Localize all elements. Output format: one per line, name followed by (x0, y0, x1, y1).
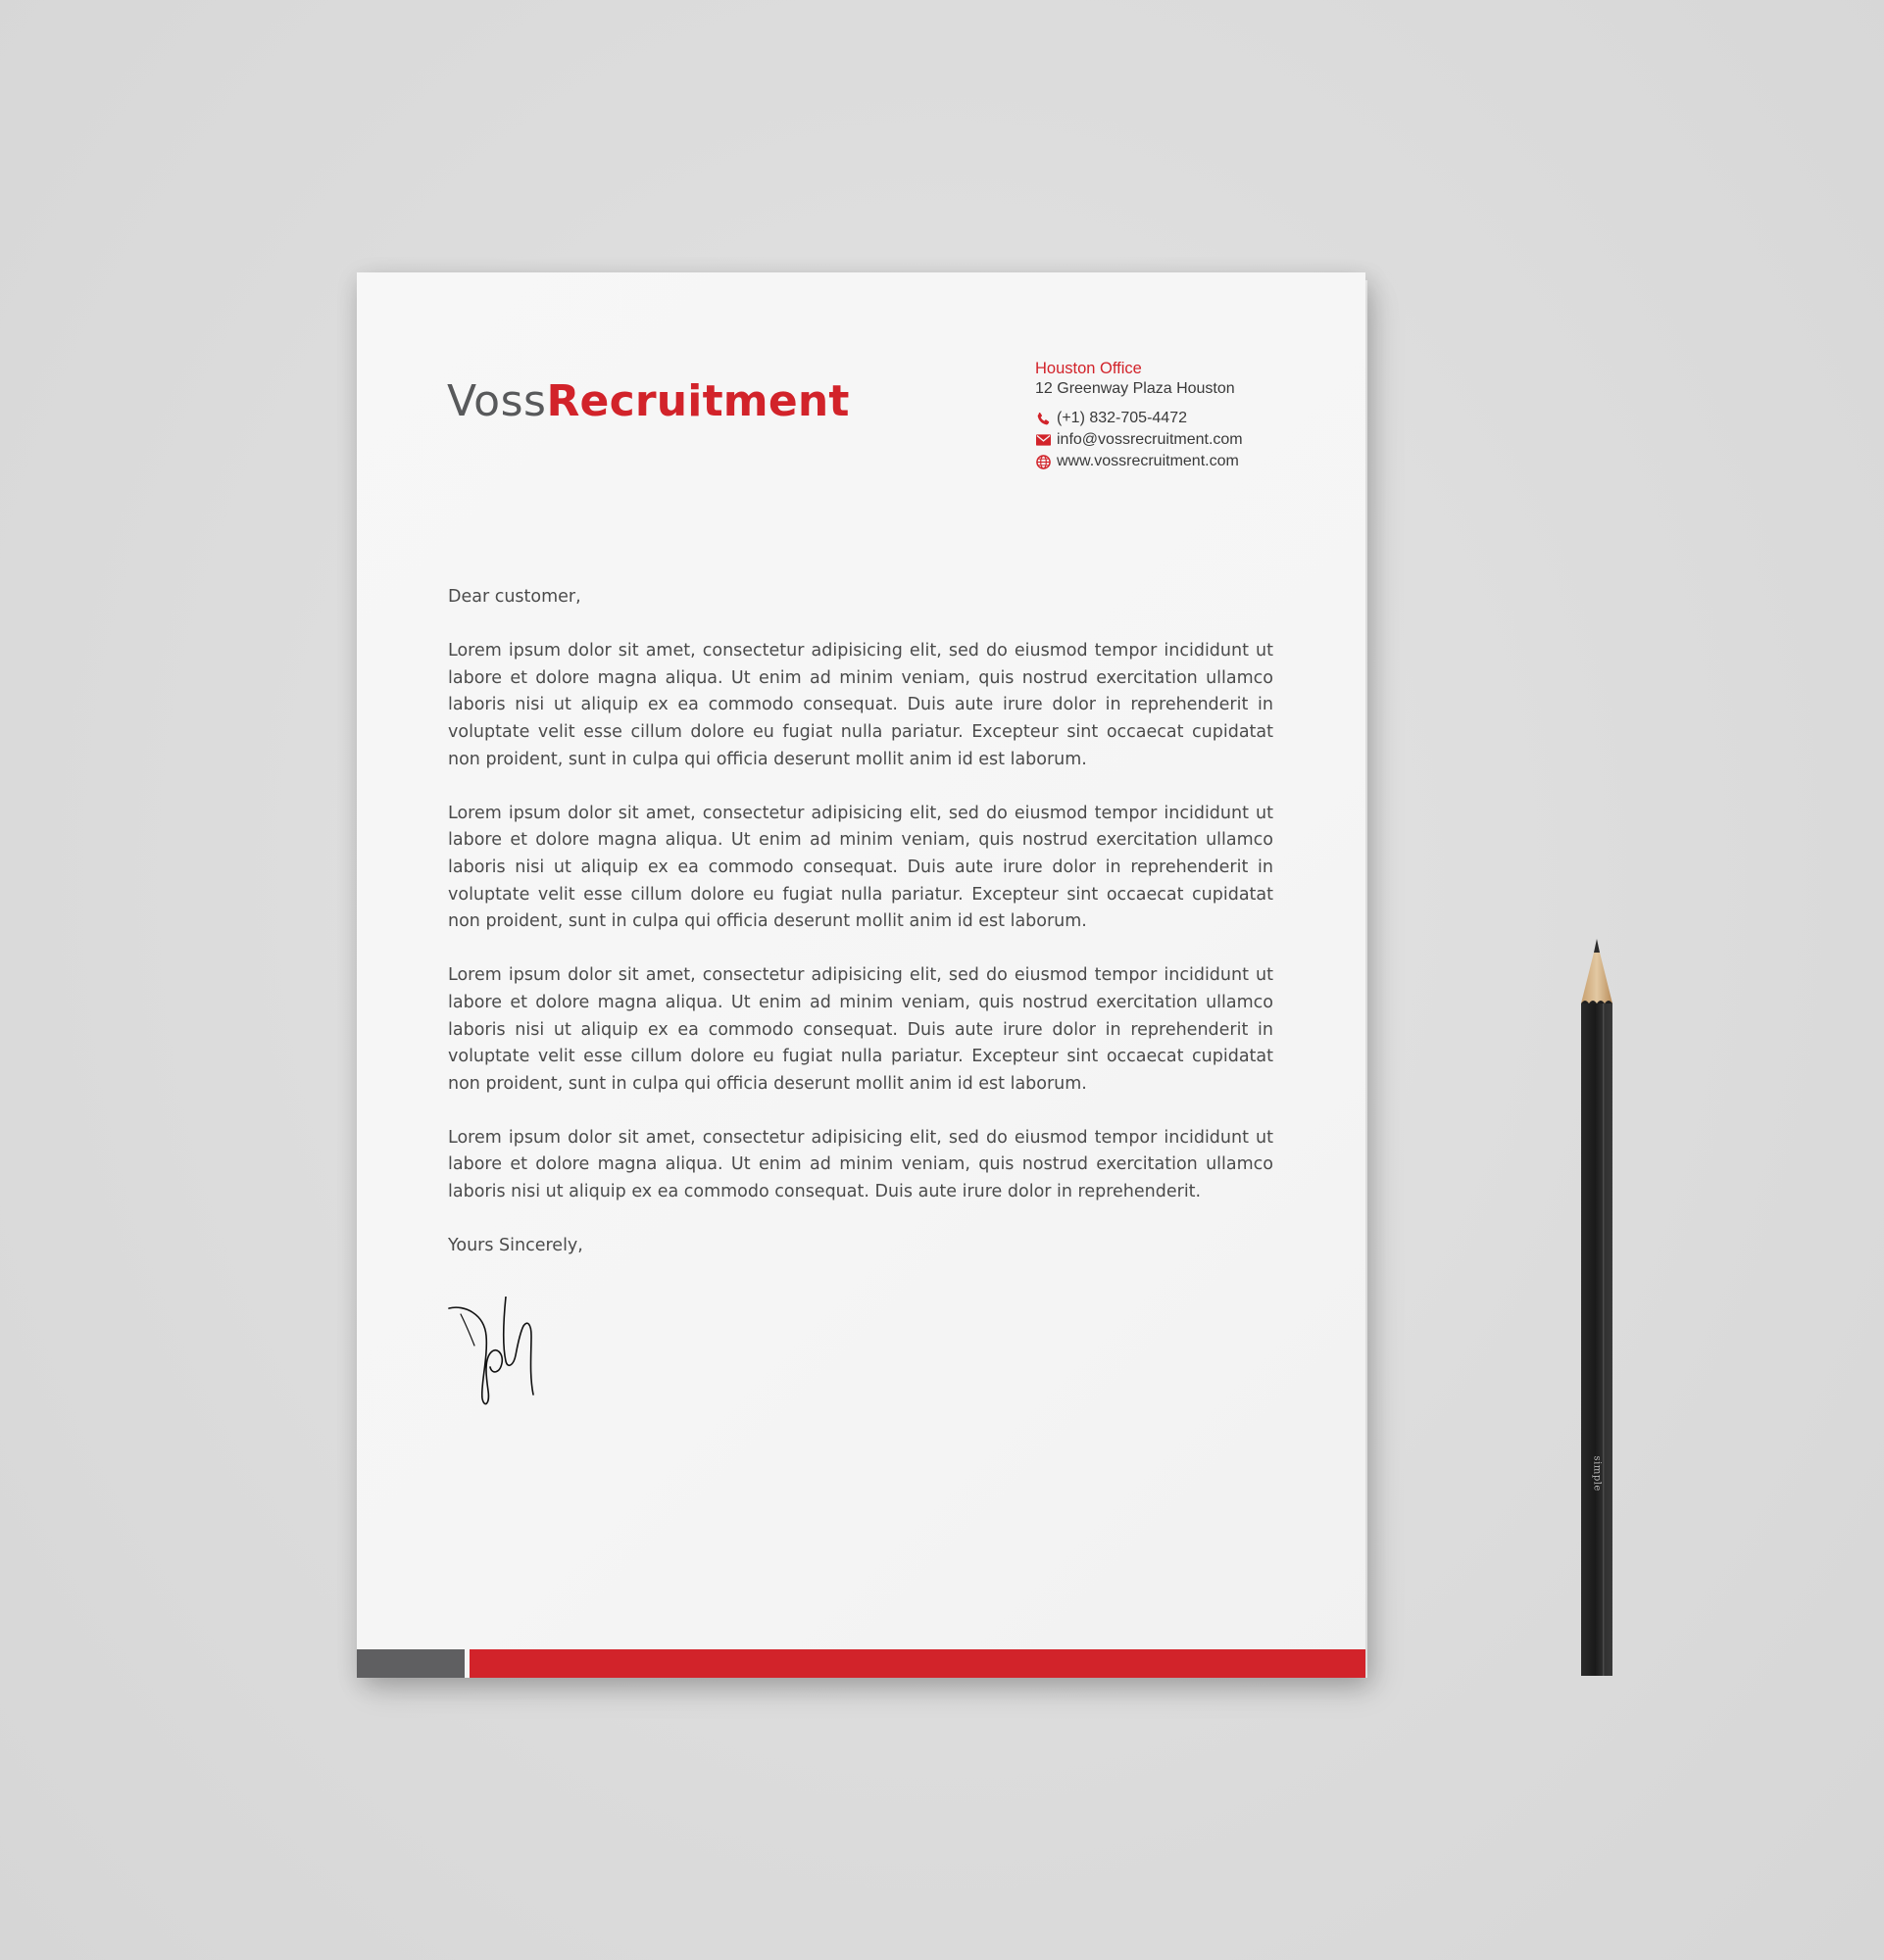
phone-icon (1035, 411, 1051, 426)
signature-image (447, 1297, 565, 1414)
footer-bar-red (470, 1649, 1365, 1678)
phone-row (1035, 408, 1319, 429)
letterhead-page (357, 272, 1365, 1678)
office-name: Houston Office (1035, 360, 1142, 377)
letter-closing: Yours Sincerely, (448, 1236, 583, 1256)
letter-paragraph: Lorem ipsum dolor sit amet, consectetur adipisicing elit, sed do eiusmod tempor incididunt ut labore et dolore magna aliqua. Ut enim ad minim veniam, quis nostrud exercitation ullamco laboris nisi ut aliquip ex ea commodo consequat. Duis aute irure dolor in reprehenderit in voluptate velit esse cillum dolore eu fugiat nulla pariatur. Excepteur sint occaecat cupidatat non proident, sunt in culpa qui officia deserunt mollit anim id est laborum. (448, 965, 1273, 1094)
company-logo (447, 376, 850, 426)
globe-icon (1035, 454, 1051, 469)
email-icon (1035, 432, 1051, 448)
website-url: www.vossrecruitment.com (1057, 452, 1239, 469)
logo-recruitment: Recruitment (546, 376, 850, 426)
email-address: info@vossrecruitment.com (1057, 430, 1243, 448)
phone-number: (+1) 832-705-4472 (1057, 409, 1187, 426)
letter-paragraph: Lorem ipsum dolor sit amet, consectetur adipisicing elit, sed do eiusmod tempor incididunt ut labore et dolore magna aliqua. Ut enim ad minim veniam, quis nostrud exercitation ullamco laboris nisi ut aliquip ex ea commodo consequat. Duis aute irure dolor in reprehenderit in voluptate velit esse cillum dolore eu fugiat nulla pariatur. Excepteur sint occaecat cupidatat non proident, sunt in culpa qui officia deserunt mollit anim id est laborum. (448, 803, 1273, 932)
footer-bar-gray (357, 1649, 465, 1678)
pencil-label: simple (1591, 1455, 1603, 1492)
office-address: 12 Greenway Plaza Houston (1035, 380, 1235, 398)
letter-greeting: Dear customer, (448, 587, 581, 607)
letter-paragraph: Lorem ipsum dolor sit amet, consectetur adipisicing elit, sed do eiusmod tempor incididunt ut labore et dolore magna aliqua. Ut enim ad minim veniam, quis nostrud exercitation ullamco laboris nisi ut aliquip ex ea commodo consequat. Duis aute irure dolor in reprehenderit in voluptate velit esse cillum dolore eu fugiat nulla pariatur. Excepteur sint occaecat cupidatat non proident, sunt in culpa qui officia deserunt mollit anim id est laborum. (448, 641, 1273, 769)
pencil-image (1580, 939, 1613, 1676)
logo-voss: Voss (447, 376, 547, 426)
contact-block (1035, 359, 1319, 472)
email-row (1035, 429, 1319, 451)
letter-paragraph: Lorem ipsum dolor sit amet, consectetur adipisicing elit, sed do eiusmod tempor incididunt ut labore et dolore magna aliqua. Ut enim ad minim veniam, quis nostrud exercitation ullamco laboris nisi ut aliquip ex ea commodo consequat. Duis aute irure dolor in reprehenderit. (448, 1127, 1273, 1202)
website-row (1035, 451, 1319, 472)
letter-body (448, 584, 1273, 1260)
